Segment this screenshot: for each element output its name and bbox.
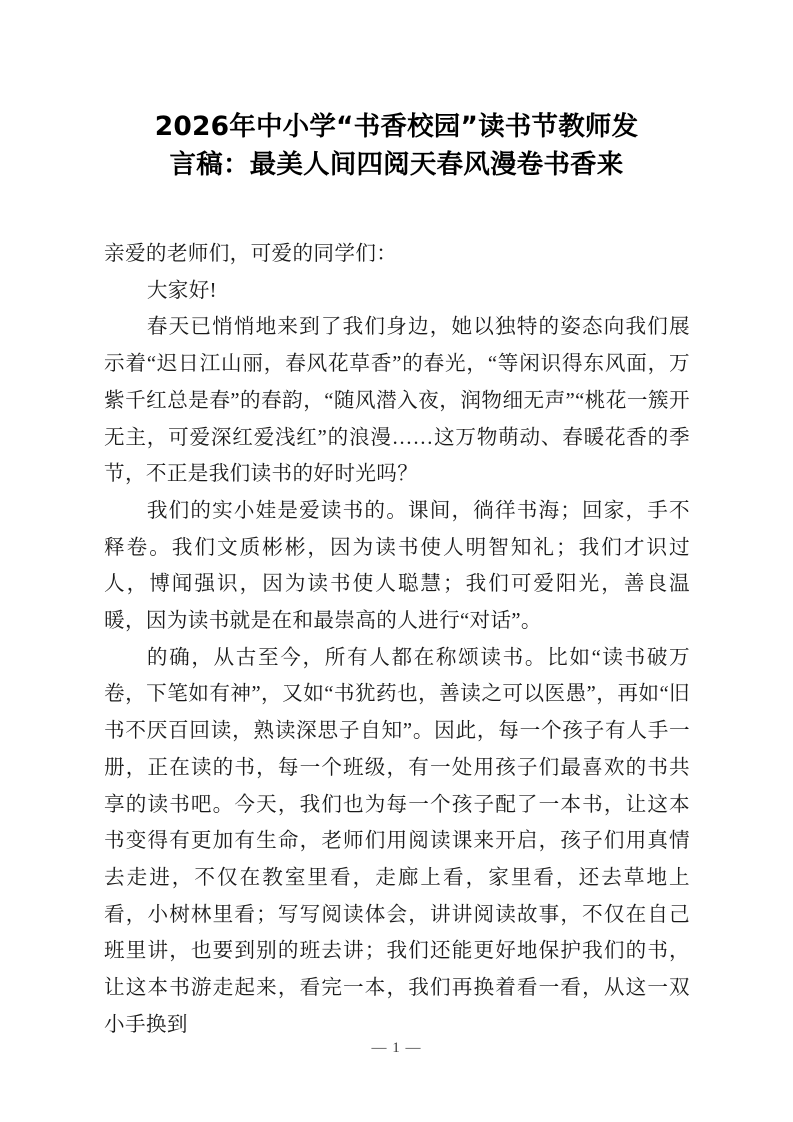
paragraph-shixiaowa: 我们的实小娃是爱读书的。课间，徜徉书海；回家，手不释卷。我们文质彬彬，因为读书使人明智知礼；我们才识过人，博闻强识，因为读书使人聪慧；我们可爱阳光，善良温暖，因为读书就是在和最崇高的人进行“对话”。 — [104, 499, 690, 633]
page-title — [104, 108, 689, 184]
page-title-line-2: 言稿：最美人间四阅天春风漫卷书香来 — [169, 149, 624, 180]
paragraph-spring: 春天已悄悄地来到了我们身边，她以独特的姿态向我们展示着“迟日江山丽，春风花草香”的春光，“等闲识得东风面，万紫千红总是春”的春韵，“随风潜入夜，润物细无声”“桃花一簇开无主，可爱深红爱浅红”的浪漫……这万物萌动、春暖花香的季节，不正是我们读书的好时光吗？ — [104, 316, 690, 486]
page-number-footer: — 1 — — [371, 1040, 422, 1056]
document-body — [104, 236, 690, 1043]
paragraph-deque: 的确，从古至今，所有人都在称颂读书。比如“读书破万卷，下笔如有神”，又如“书犹药也，善读之可以医愚”，再如“旧书不厌百回读，熟读深思子自知”。因此，每一个孩子有人手一册，正在读的书，每一个班级，有一处用孩子们最喜欢的书共享的读书吧。今天，我们也为每一个孩子配了一本书，让这本书变得有更加有生命，老师们用阅读课来开启，孩子们用真情去走进，不仅在教室里看，走廊上看，家里看，还去草地上看，小树林里看；写写阅读体会，讲讲阅读故事，不仅在自己班里讲，也要到别的班去讲；我们还能更好地保护我们的书，让这本书游走起来，看完一本，我们再换着看一看，从这一双小手换到 — [104, 646, 690, 1036]
paragraph-salutation: 亲爱的老师们，可爱的同学们： — [104, 243, 398, 265]
page-title-line-1: 2026年中小学“书香校园”读书节教师发 — [154, 111, 639, 142]
paragraph-greeting: 大家好! — [146, 279, 217, 302]
